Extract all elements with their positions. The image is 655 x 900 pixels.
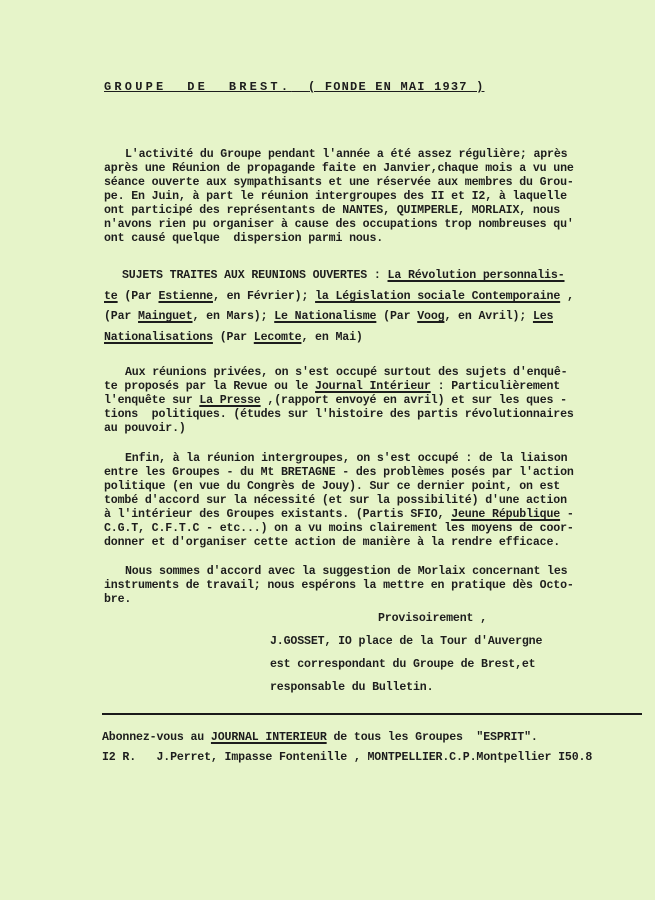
footer-line-2: I2 R. J.Perret, Impasse Fontenille , MONTPELLIER.C.P.Montpellier I50.8 — [102, 751, 593, 764]
la-presse: La Presse — [199, 394, 261, 407]
signature-line-3: est correspondant du Groupe de Brest,et — [270, 658, 536, 671]
footer-journal: JOURNAL INTERIEUR — [210, 731, 327, 744]
name-estienne: Estienne — [158, 290, 213, 303]
topic-revolution-end: te — [104, 290, 118, 303]
para1-line-1: L'activité du Groupe pendant l'année a été assez régulière; après — [125, 148, 568, 161]
signature-line-4: responsable du Bulletin. — [270, 681, 434, 694]
para1-line-6: n'avons rien pu organiser à cause des occupations trop nombreuses qu' — [104, 218, 574, 231]
para3-line-3: l'enquête sur La Presse ,(rapport envoyé en avril) et sur les ques - — [104, 394, 567, 407]
para4-line-4: tombé d'accord sur la nécessité (et sur la possibilité) d'une action — [104, 494, 567, 507]
para2-line-3: (Par Mainguet, en Mars); Le Nationalisme (Par Voog, en Avril); Les — [104, 310, 554, 323]
name-mainguet: Mainguet — [138, 310, 193, 323]
para1-line-4: pe. En Juin, à part le réunion intergroupes des II et I2, à laquelle — [104, 190, 567, 203]
topic-legislation: la Législation sociale Contemporaine — [315, 290, 561, 303]
para3-line-2: te proposés par la Revue ou le Journal Intérieur : Particulièrement — [104, 380, 561, 393]
para1-line-3: séance ouverte aux sympathisants et une réservée aux membres du Grou- — [104, 176, 574, 189]
name-lecomte: Lecomte — [253, 331, 302, 344]
para1-line-5: ont participé des représentants de NANTES, QUIMPERLE, MORLAIX, nous — [104, 204, 561, 217]
para4-line-1: Enfin, à la réunion intergroupes, on s'est occupé : de la liaison — [125, 452, 568, 465]
para4-line-7: donner et d'organiser cette action de manière à la rendre efficace. — [104, 536, 561, 549]
jeune-republique: Jeune République — [451, 508, 561, 521]
topic-nationalisations: Nationalisations — [104, 331, 213, 344]
para1-line-7: ont causé quelque dispersion parmi nous. — [104, 232, 384, 245]
para1-line-2: après une Réunion de propagande faite en Janvier,chaque mois a vu une — [104, 162, 574, 175]
sujets-heading: SUJETS TRAITES AUX REUNIONS OUVERTES — [122, 269, 368, 282]
signature-line-2: J.GOSSET, IO place de la Tour d'Auvergne — [270, 635, 543, 648]
topic-revolution: La Révolution personnalis- — [387, 269, 565, 282]
para4-line-5: à l'intérieur des Groupes existants. (Partis SFIO, Jeune République - — [104, 508, 574, 521]
para3-line-1: Aux réunions privées, on s'est occupé surtout des sujets d'enquê- — [125, 366, 568, 379]
para5-line-2: instruments de travail; nous espérons la mettre en pratique dès Octo- — [104, 579, 574, 592]
para2-line-2: te (Par Estienne, en Février); la Législation sociale Contemporaine , — [104, 290, 574, 303]
footer-line-1: Abonnez-vous au JOURNAL INTERIEUR de tous les Groupes "ESPRIT". — [102, 731, 538, 744]
group-name: GROUPE DE BREST. — [104, 80, 292, 94]
para2-line-1: SUJETS TRAITES AUX REUNIONS OUVERTES : La Révolution personnalis- — [122, 269, 565, 282]
para3-line-5: au pouvoir.) — [104, 422, 186, 435]
para2-line-4: Nationalisations (Par Lecomte, en Mai) — [104, 331, 363, 344]
para4-line-6: C.G.T, C.F.T.C - etc...) on a vu moins clairement les moyens de coor- — [104, 522, 574, 535]
founded-date: ( FONDE EN MAI 1937 ) — [308, 80, 485, 94]
para4-line-2: entre les Groupes - du Mt BRETAGNE - des problèmes posés par l'action — [104, 466, 574, 479]
name-voog: Voog — [417, 310, 445, 323]
signature-line-1: Provisoirement , — [378, 612, 487, 625]
para5-line-3: bre. — [104, 593, 132, 606]
footer-divider — [102, 713, 642, 715]
para3-line-4: tions politiques. (études sur l'histoire des partis révolutionnaires — [104, 408, 574, 421]
para4-line-3: politique (en vue du Congrès de Jouy). Sur ce dernier point, on est — [104, 480, 561, 493]
topic-nationalisme: Le Nationalisme — [274, 310, 377, 323]
document-title — [104, 80, 484, 94]
para5-line-1: Nous sommes d'accord avec la suggestion de Morlaix concernant les — [125, 565, 568, 578]
topic-les: Les — [532, 310, 554, 323]
journal-interieur: Journal Intérieur — [315, 380, 431, 393]
